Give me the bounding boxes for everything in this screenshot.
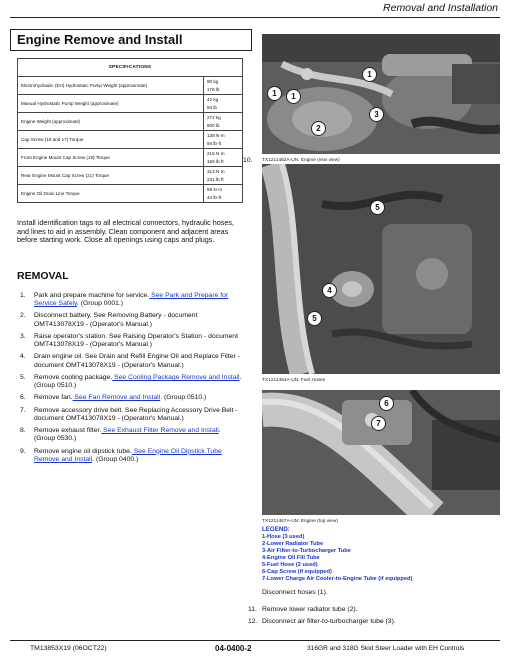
spec-name: Engine Weight (approximate) xyxy=(18,113,204,131)
callout-5: 5 xyxy=(370,200,385,215)
figure-1-caption: TX1211462A-UN: Engine (rear view) xyxy=(262,158,340,163)
figure-2-caption: TX1211464A-UN: Fuel Hoses xyxy=(262,378,326,383)
spec-row xyxy=(18,131,243,149)
footer-machine-title: 316GR and 318G Skid Steer Loader with EH Controls xyxy=(307,645,465,652)
step-item: 4. Drain engine oil. See Drain and Refill Engine Oil and Replace Filter - document OMT413078X19 - (Operator's Manual.) xyxy=(20,353,240,369)
callout-4: 4 xyxy=(322,283,337,298)
spec-row xyxy=(18,113,243,131)
legend-item: 1-Hose (3 used) xyxy=(262,534,305,540)
spec-row xyxy=(18,167,243,185)
cross-reference-link[interactable]: See Fan Remove and Install xyxy=(72,394,161,402)
spec-value: 59 N·m 44 lb·ft xyxy=(204,185,243,203)
cross-reference-link[interactable]: See Cooling Package Remove and Install xyxy=(112,373,240,381)
step-item: 1. Park and prepare machine for service. See Park and Prepare for Service Safely. (Group 0001.) xyxy=(20,292,229,308)
legend-item: 5-Fuel Hose (2 used) xyxy=(262,562,318,568)
legend-item: 2-Lower Radiator Tube xyxy=(262,541,324,547)
callout-7: 7 xyxy=(371,416,386,431)
spec-name: Manual Hydrostatic Pump Weight (approximate) xyxy=(18,95,204,113)
step-10-text: Disconnect hoses (1). xyxy=(262,589,328,596)
specifications-heading: SPECIFICATIONS xyxy=(18,59,243,77)
cross-reference-link[interactable]: See Park and Prepare for Service Safely xyxy=(34,292,229,308)
intro-paragraph: Install identification tags to all electrical connectors, hydraulic hoses, and lines to aid in assembly. Clean component and adjacent areas before starting work. Close all openings using caps and plugs. xyxy=(17,218,234,245)
legend-item: 7-Lower Charge Air Cooler-to-Engine Tube (if equipped) xyxy=(262,576,413,582)
engine-rear-view-photo xyxy=(262,34,500,154)
footer-page-number: 04-0400-2 xyxy=(215,644,252,653)
callout-2: 2 xyxy=(311,121,326,136)
spec-name: Electrohydraulic (EH) Hydrostatic Pump Weight (approximate) xyxy=(18,77,204,95)
step-item: 9. Remove engine oil dipstick tube. See Engine Oil Dipstick Tube Remove and Install. (Group 0400.) xyxy=(20,447,222,463)
step-item: 12. Disconnect air filter-to-turbocharger tube (3). xyxy=(248,618,396,625)
spec-value: 80 kg 176 lb xyxy=(204,77,243,95)
removal-steps-continued xyxy=(248,604,396,628)
legend-item: 3-Air Filter-to-Turbocharger Tube xyxy=(262,548,351,554)
header-rule xyxy=(10,17,500,18)
spec-row xyxy=(18,77,243,95)
cross-reference-link[interactable]: See Engine Oil Dipstick Tube Remove and Install xyxy=(34,447,222,463)
step-item: 7. Remove accessory drive belt. See Replacing Accessory Drive Belt - document OMT413078X19 - (Operator's Manual.) xyxy=(20,406,238,422)
legend-list xyxy=(262,534,412,583)
removal-heading: REMOVAL xyxy=(17,270,69,282)
callout-3: 3 xyxy=(369,107,384,122)
callout-5: 5 xyxy=(307,311,322,326)
step-10-number: 10. xyxy=(243,157,253,164)
legend-title: LEGEND: xyxy=(262,526,290,533)
spec-value: 216 N·m 159 lb·ft xyxy=(204,149,243,167)
step-item: 2. Disconnect battery. See Removing Battery - document OMT413078X19 - (Operator's Manual.) xyxy=(20,312,198,328)
section-title: Engine Remove and Install xyxy=(17,32,183,47)
spec-row xyxy=(18,149,243,167)
removal-steps xyxy=(14,292,243,468)
spec-value: 128 N·m 94 lb·ft xyxy=(204,131,243,149)
step-item: 8. Remove exhaust filter. See Exhaust Filter Remove and Install. (Group 0530.) xyxy=(20,427,221,443)
fuel-hoses-photo xyxy=(262,164,500,374)
callout-1: 1 xyxy=(267,86,282,101)
page-header-title: Removal and Installation xyxy=(383,2,498,14)
step-item: 6. Remove fan. See Fan Remove and Install. (Group 0510.) xyxy=(20,394,207,402)
spec-value: 272 kg 600 lb xyxy=(204,113,243,131)
callout-1: 1 xyxy=(286,89,301,104)
callout-1: 1 xyxy=(362,67,377,82)
specifications-table xyxy=(17,58,243,203)
engine-top-view-photo xyxy=(262,390,500,515)
legend-item: 4-Engine Oil Fill Tube xyxy=(262,555,320,561)
spec-value: 313 N·m 231 lb·ft xyxy=(204,167,243,185)
spec-name: Cap Screw (16 and 17) Torque xyxy=(18,131,204,149)
footer-document-id: TM13853X19 (06OCT22) xyxy=(30,645,107,652)
callout-6: 6 xyxy=(379,396,394,411)
cross-reference-link[interactable]: See Exhaust Filter Remove and Install xyxy=(101,427,219,435)
spec-name: Front Engine Mount Cap Screw (18) Torque xyxy=(18,149,204,167)
step-item: 11. Remove lower radiator tube (2). xyxy=(248,606,358,613)
spec-row xyxy=(18,95,243,113)
step-item: 5. Remove cooling package. See Cooling Package Remove and Install. (Group 0510.) xyxy=(20,373,242,390)
spec-name: Engine Oil Drain Line Torque xyxy=(18,185,204,203)
spec-row xyxy=(18,185,243,203)
spec-name: Rear Engine Mount Cap Screw (21) Torque xyxy=(18,167,204,185)
footer-rule xyxy=(10,640,500,641)
fuel-hoses-image xyxy=(262,164,500,374)
spec-value: 42 kg 93 lb xyxy=(204,95,243,113)
legend-item: 6-Cap Screw (if equipped) xyxy=(262,569,332,575)
figure-3-caption: TX1211467A-UN: Engine (top view) xyxy=(262,519,338,524)
step-item: 3. Raise operator's station. See Raising Operator's Station - document OMT413078X19 - (Operator's Manual.) xyxy=(20,332,238,349)
